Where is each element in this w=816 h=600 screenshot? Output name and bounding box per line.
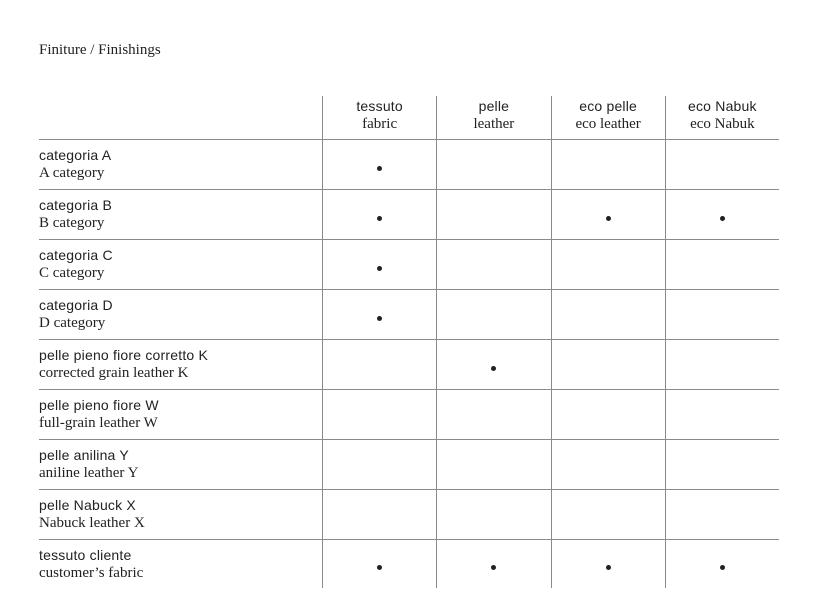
row-label <box>39 390 322 439</box>
cell-fabric <box>322 190 436 239</box>
availability-dot-icon <box>377 565 382 570</box>
cell-fabric <box>322 440 436 489</box>
row-label-en: full-grain leather W <box>39 415 158 431</box>
cell-leather <box>436 440 550 489</box>
row-label <box>39 490 322 539</box>
availability-dot-icon <box>606 565 611 570</box>
row-label-en: A category <box>39 165 105 181</box>
availability-dot-icon <box>720 216 725 221</box>
row-label-it: pelle pieno fiore W <box>39 397 159 413</box>
cell-eco-nabuk <box>665 440 779 489</box>
column-label-it: tessuto <box>356 98 403 114</box>
column-label-it: eco pelle <box>579 98 638 114</box>
availability-dot-icon <box>606 216 611 221</box>
table-header <box>39 96 779 140</box>
cell-eco-nabuk <box>665 490 779 539</box>
row-label-en: D category <box>39 315 106 331</box>
cell-fabric <box>322 240 436 289</box>
finishings-table <box>39 96 779 588</box>
cell-leather <box>436 390 550 439</box>
row-label <box>39 190 322 239</box>
cell-leather <box>436 290 550 339</box>
table-row <box>39 440 779 490</box>
row-label <box>39 440 322 489</box>
row-label-en: corrected grain leather K <box>39 365 189 381</box>
column-header-fabric <box>322 96 436 139</box>
row-label-it: categoria C <box>39 247 113 263</box>
column-header-eco-leather <box>551 96 665 139</box>
cell-eco-leather <box>551 340 665 389</box>
row-label <box>39 240 322 289</box>
row-label <box>39 340 322 389</box>
table-row <box>39 490 779 540</box>
row-label-en: C category <box>39 265 105 281</box>
availability-dot-icon <box>377 266 382 271</box>
cell-eco-leather <box>551 390 665 439</box>
cell-leather <box>436 190 550 239</box>
header-spacer <box>39 96 322 139</box>
cell-leather <box>436 490 550 539</box>
cell-eco-nabuk <box>665 290 779 339</box>
column-label-it: pelle <box>478 98 510 114</box>
cell-eco-nabuk <box>665 540 779 588</box>
row-label-it: pelle anilina Y <box>39 447 129 463</box>
row-label-it: pelle pieno fiore corretto K <box>39 347 209 363</box>
table-row <box>39 190 779 240</box>
column-label-en: eco leather <box>575 116 641 132</box>
table-row <box>39 240 779 290</box>
row-label-it: categoria A <box>39 147 112 163</box>
availability-dot-icon <box>377 166 382 171</box>
cell-fabric <box>322 140 436 189</box>
cell-leather <box>436 240 550 289</box>
row-label-it: categoria D <box>39 297 113 313</box>
cell-eco-leather <box>551 240 665 289</box>
table-row <box>39 140 779 190</box>
cell-eco-nabuk <box>665 190 779 239</box>
column-label-it: eco Nabuk <box>688 98 757 114</box>
cell-eco-leather <box>551 140 665 189</box>
row-label-it: tessuto cliente <box>39 546 132 563</box>
cell-eco-nabuk <box>665 390 779 439</box>
availability-dot-icon <box>377 216 382 221</box>
column-label-en: fabric <box>362 116 398 132</box>
cell-eco-leather <box>551 290 665 339</box>
row-label-it: categoria B <box>39 197 113 213</box>
cell-eco-leather <box>551 540 665 588</box>
cell-fabric <box>322 290 436 339</box>
cell-eco-nabuk <box>665 240 779 289</box>
table-row <box>39 540 779 588</box>
cell-leather <box>436 340 550 389</box>
availability-dot-icon <box>491 565 496 570</box>
cell-eco-nabuk <box>665 340 779 389</box>
cell-fabric <box>322 390 436 439</box>
availability-dot-icon <box>377 316 382 321</box>
table-row <box>39 290 779 340</box>
cell-fabric <box>322 340 436 389</box>
row-label-en: aniline leather Y <box>39 465 139 481</box>
row-label <box>39 140 322 189</box>
row-label <box>39 540 322 588</box>
row-label-en: customer’s fabric <box>39 564 144 581</box>
row-label-en: B category <box>39 215 105 231</box>
cell-eco-leather <box>551 440 665 489</box>
cell-leather <box>436 540 550 588</box>
cell-leather <box>436 140 550 189</box>
column-header-eco-nabuk <box>665 96 779 139</box>
cell-eco-leather <box>551 190 665 239</box>
column-header-leather <box>436 96 550 139</box>
cell-fabric <box>322 540 436 588</box>
page-title: Finiture / Finishings <box>39 42 161 58</box>
table-row <box>39 340 779 390</box>
availability-dot-icon <box>491 366 496 371</box>
cell-fabric <box>322 490 436 539</box>
cell-eco-leather <box>551 490 665 539</box>
cell-eco-nabuk <box>665 140 779 189</box>
row-label-en: Nabuck leather X <box>39 515 145 531</box>
availability-dot-icon <box>720 565 725 570</box>
row-label <box>39 290 322 339</box>
row-label-it: pelle Nabuck X <box>39 497 136 513</box>
table-row <box>39 390 779 440</box>
column-label-en: leather <box>473 116 515 132</box>
column-label-en: eco Nabuk <box>690 116 755 132</box>
